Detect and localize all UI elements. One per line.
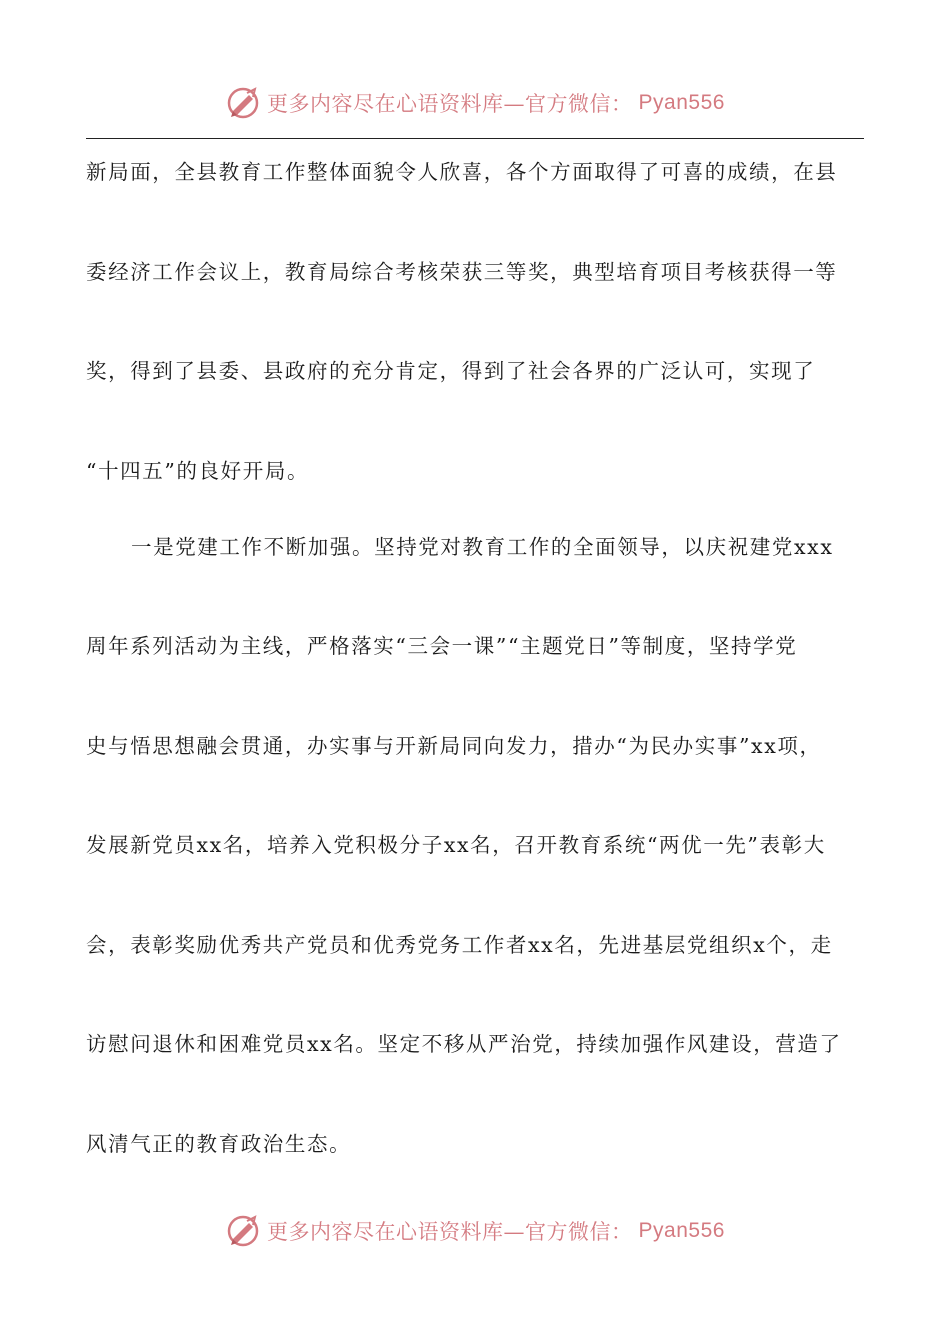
body-line: 奖，得到了县委、县政府的充分肯定，得到了社会各界的广泛认可，实现了: [86, 359, 816, 383]
body-line: 访慰问退休和困难党员xx名。坚定不移从严治党，持续加强作风建设，营造了: [86, 1032, 842, 1056]
body-line: 周年系列活动为主线，严格落实“三会一课”“主题党日”等制度，坚持学党: [86, 634, 798, 658]
footer-banner-text: 更多内容尽在心语资料库—官方微信：: [267, 1220, 633, 1244]
body-line: 新局面，全县教育工作整体面貌令人欣喜，各个方面取得了可喜的成绩，在县: [86, 160, 838, 184]
footer-banner: [225, 1213, 725, 1249]
document-body: [86, 142, 866, 1213]
body-line: 委经济工作会议上，教育局综合考核荣获三等奖，典型培育项目考核获得一等: [86, 259, 838, 284]
header-divider: [86, 138, 864, 139]
body-line: 会，表彰奖励优秀共产党员和优秀党务工作者xx名，先进基层党组织x个，走: [86, 932, 833, 957]
body-line: “十四五”的良好开局。: [86, 458, 310, 483]
header-wechat-id: Pyan556: [638, 91, 725, 114]
body-line: 发展新党员xx名，培养入党积极分子xx名，召开教育系统“两优一先”表彰大: [86, 833, 826, 857]
pen-logo-icon: [225, 85, 261, 121]
pen-logo-icon: [225, 1213, 261, 1249]
page-header: [0, 78, 950, 128]
header-banner: [225, 85, 725, 121]
body-line: 风清气正的教育政治生态。: [86, 1131, 352, 1156]
page-footer: [0, 1206, 950, 1256]
footer-wechat-id: Pyan556: [638, 1219, 725, 1242]
header-banner-text: 更多内容尽在心语资料库—官方微信：: [267, 92, 633, 116]
body-line: 史与悟思想融会贯通，办实事与开新局同向发力，措办“为民办实事”xx项，: [86, 733, 822, 758]
paragraph-first-line: 一是党建工作不断加强。坚持党对教育工作的全面领导，以庆祝建党xxx: [131, 534, 834, 559]
